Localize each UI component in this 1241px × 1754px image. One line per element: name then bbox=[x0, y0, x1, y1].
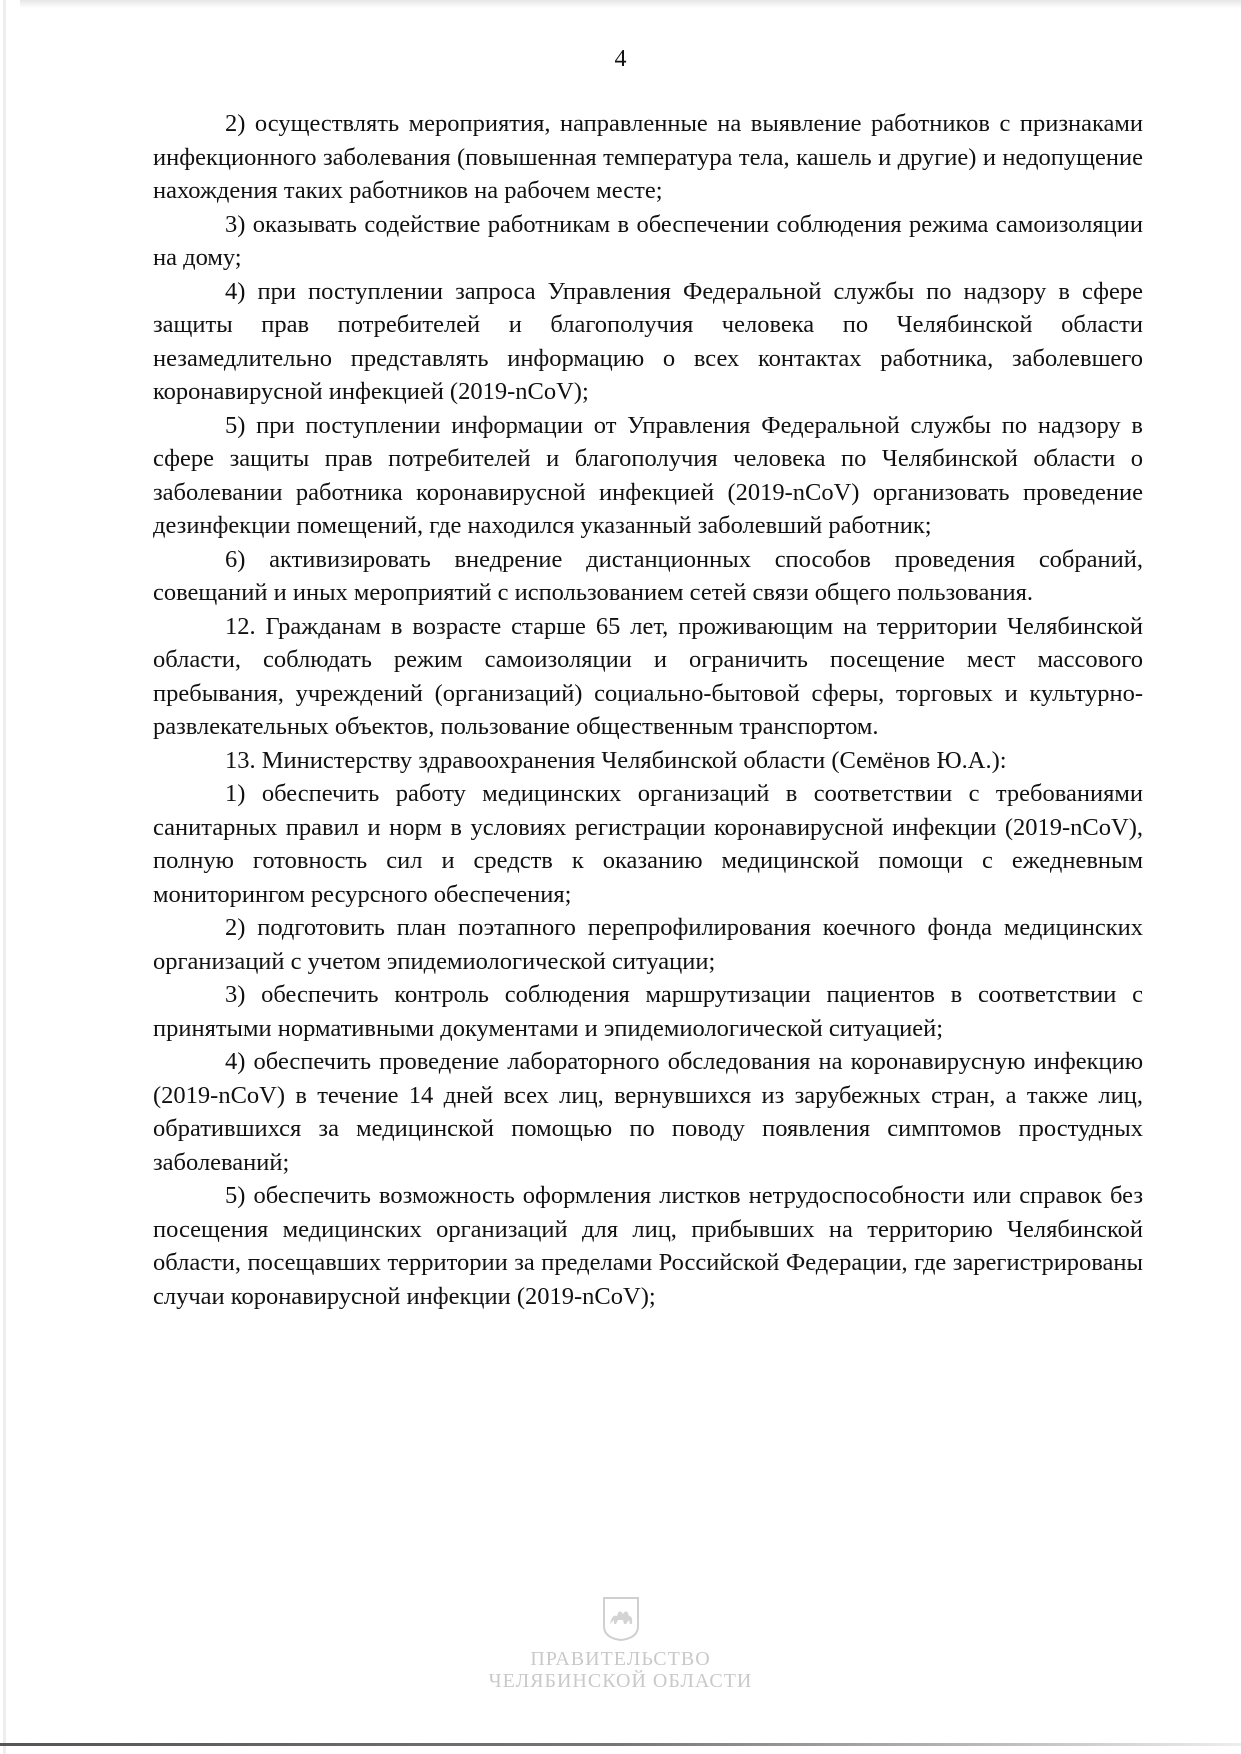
paragraph-13-item-5: 5) обеспечить возможность оформления листков нетрудоспособности или справок без посещения медицинских организаций для лиц, прибывших на территорию Челябинской области, посещавших территории за пределами Российской Федерации, где зарегистрированы случаи коронавирусной инфекции (2019-nCoV); bbox=[153, 1182, 1143, 1310]
paragraph-13-item-2: 2) подготовить план поэтапного перепрофилирования коечного фонда медицинских организаций с учетом эпидемиологической ситуации; bbox=[153, 914, 1143, 975]
watermark-line-2: ЧЕЛЯБИНСКОЙ ОБЛАСТИ bbox=[488, 1670, 753, 1692]
scan-edge-bottom bbox=[0, 1743, 1241, 1746]
page-number: 4 bbox=[614, 46, 627, 72]
paragraph-item-4: 4) при поступлении запроса Управления Федеральной службы по надзору в сфере защиты прав потребителей и благополучия человека по Челябинской области незамедлительно представлять информацию о всех контактах работника, заболевшего коронавирусной инфекцией (2019-nCoV); bbox=[153, 277, 1143, 405]
paragraph-13-item-1: 1) обеспечить работу медицинских организаций в соответствии с требованиями санитарных правил и норм в условиях регистрации коронавирусной инфекции (2019-nCoV), полную готовность сил и средств к оказанию медицинской помощи с ежедневным мониторингом ресурсного обеспечения; bbox=[153, 780, 1143, 908]
government-watermark bbox=[0, 1596, 1241, 1692]
document-body bbox=[153, 107, 1143, 1313]
scan-edge-left bbox=[3, 0, 6, 1754]
paragraph-item-6: 6) активизировать внедрение дистанционных способов проведения собраний, совещаний и иных мероприятий с использованием сетей связи общего пользования. bbox=[153, 545, 1143, 606]
paragraph-item-3: 3) оказывать содействие работникам в обеспечении соблюдения режима самоизоляции на дому; bbox=[153, 210, 1143, 271]
scan-edge-top bbox=[20, 0, 1241, 8]
paragraph-item-2: 2) осуществлять мероприятия, направленные на выявление работников с признаками инфекционного заболевания (повышенная температура тела, кашель и другие) и недопущение нахождения таких работников на рабочем месте; bbox=[153, 110, 1143, 204]
coat-of-arms-icon bbox=[602, 1596, 640, 1642]
paragraph-13-item-3: 3) обеспечить контроль соблюдения маршрутизации пациентов в соответствии с принятыми нормативными документами и эпидемиологической ситуацией; bbox=[153, 981, 1143, 1042]
paragraph-13-item-4: 4) обеспечить проведение лабораторного обследования на коронавирусную инфекцию (2019-nCoV) в течение 14 дней всех лиц, вернувшихся из зарубежных стран, а также лиц, обратившихся за медицинской помощью по поводу появления симптомов простудных заболеваний; bbox=[153, 1048, 1143, 1176]
paragraph-clause-13: 13. Министерству здравоохранения Челябинской области (Семёнов Ю.А.): bbox=[225, 746, 1007, 774]
paragraph-clause-12: 12. Гражданам в возрасте старше 65 лет, проживающим на территории Челябинской области, соблюдать режим самоизоляции и ограничить посещение мест массового пребывания, учреждений (организаций) социально-бытовой сферы, торговых и культурно-развлекательных объектов, пользование общественным транспортом. bbox=[153, 612, 1143, 740]
watermark-line-1: ПРАВИТЕЛЬСТВО bbox=[530, 1648, 711, 1670]
paragraph-item-5: 5) при поступлении информации от Управления Федеральной службы по надзору в сфере защиты прав потребителей и благополучия человека по Челябинской области о заболевании работника коронавирусной инфекцией (2019-nCoV) организовать проведение дезинфекции помещений, где находился указанный заболевший работник; bbox=[153, 411, 1143, 539]
